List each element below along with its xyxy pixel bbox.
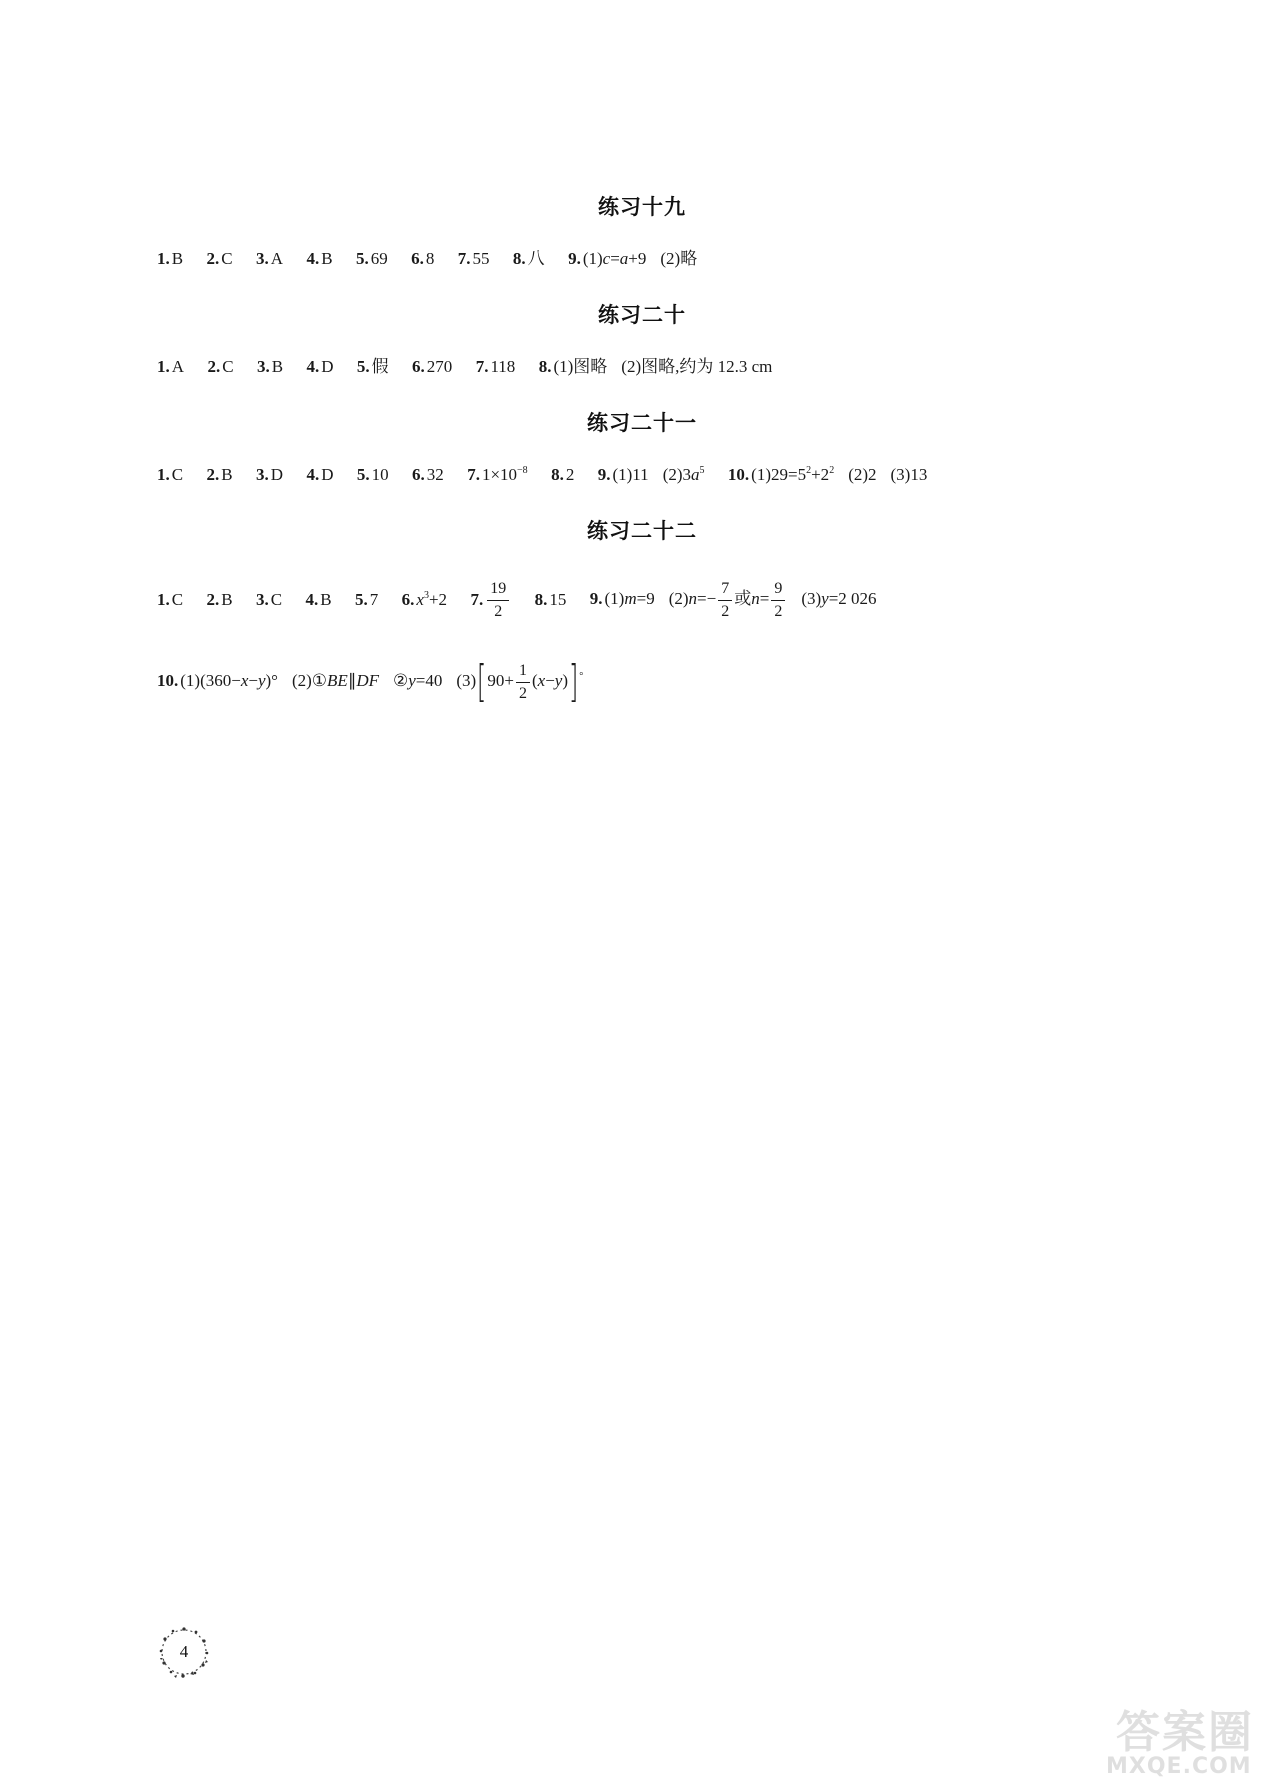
math-text: (2)① xyxy=(291,670,328,690)
answer-item xyxy=(207,591,233,609)
sub-label: (2) xyxy=(668,589,689,608)
math-var: m xyxy=(624,589,637,608)
math-var: a xyxy=(619,249,629,268)
item-number: 1. xyxy=(157,590,170,610)
answer-item xyxy=(568,250,697,268)
fraction xyxy=(718,580,732,620)
answer-line-19 xyxy=(157,250,715,268)
math-var: y xyxy=(554,670,563,690)
item-number: 6. xyxy=(412,465,425,484)
item-number: 2. xyxy=(206,590,220,610)
fraction-numerator: 7 xyxy=(718,580,732,601)
answer-item xyxy=(157,656,584,707)
math-var: a xyxy=(691,465,700,484)
answer-item xyxy=(157,250,183,268)
item-value: B xyxy=(171,249,184,268)
answer-item xyxy=(207,466,233,484)
sub-answer xyxy=(605,589,655,608)
item-number: 8. xyxy=(512,249,526,268)
answer-item xyxy=(590,580,877,620)
answer-line-22 xyxy=(157,580,895,620)
item-value: C xyxy=(270,590,283,610)
sub-answer: (3)13 xyxy=(890,465,928,484)
sub-label: (1) xyxy=(604,589,625,608)
fraction-numerator: 1 xyxy=(516,662,530,683)
fraction-numerator: 19 xyxy=(487,580,509,601)
answer-item xyxy=(357,358,389,376)
answer-item xyxy=(257,358,283,376)
answer-item xyxy=(157,591,183,609)
sub-answer xyxy=(456,656,584,707)
math-exponent: 3 xyxy=(423,590,429,602)
math-var: BE xyxy=(327,670,348,690)
item-number: 8. xyxy=(551,465,564,484)
math-var: n xyxy=(688,589,698,608)
math-text: 1×10 xyxy=(481,465,518,484)
item-value: 15 xyxy=(549,590,567,610)
item-number: 2. xyxy=(207,357,221,376)
math-text: (1)(360− xyxy=(180,670,241,690)
math-op: = xyxy=(759,589,770,608)
item-number: 2. xyxy=(206,249,220,268)
item-number: 8. xyxy=(534,590,548,610)
math-text: (2)3 xyxy=(662,465,692,484)
item-number: 5. xyxy=(355,249,369,268)
watermark-url: MXQE.COM xyxy=(1106,1754,1252,1779)
answer-line-20 xyxy=(157,358,790,376)
item-value: B xyxy=(320,590,332,610)
math-op: = xyxy=(610,249,620,268)
fraction xyxy=(487,580,509,620)
answer-item xyxy=(306,250,332,268)
item-number: 7. xyxy=(470,589,484,609)
item-number: 10. xyxy=(157,670,179,690)
fraction xyxy=(516,662,530,702)
sub-label: (3) xyxy=(801,589,822,608)
sub-answer xyxy=(180,671,278,690)
math-exponent: −8 xyxy=(517,465,528,476)
sub-answer: (2)2 xyxy=(848,465,877,484)
math-text: =2 026 xyxy=(828,589,877,608)
math-var: DF xyxy=(356,670,379,690)
answer-line-21 xyxy=(157,466,945,484)
fraction xyxy=(771,580,785,620)
math-var: x xyxy=(537,670,546,690)
item-number: 3. xyxy=(256,465,269,484)
item-value: C xyxy=(171,465,184,484)
math-text: (1)29=5 xyxy=(751,465,807,484)
math-text: ) xyxy=(562,670,569,690)
math-text: +2 xyxy=(428,590,448,610)
item-number: 1. xyxy=(157,357,170,376)
sub-answer xyxy=(583,249,647,268)
item-number: 2. xyxy=(206,465,220,484)
sub-answer xyxy=(668,580,788,620)
item-value: B xyxy=(221,590,233,610)
watermark xyxy=(1098,1696,1278,1786)
item-number: 6. xyxy=(401,590,415,610)
sub-answer xyxy=(292,671,379,690)
math-var: x xyxy=(416,590,424,610)
item-number: 5. xyxy=(356,465,370,484)
item-value: 2 xyxy=(565,465,575,484)
section-title-19: 练习十九 xyxy=(598,195,686,219)
math-exponent: 2 xyxy=(829,465,835,476)
math-text: )° xyxy=(265,670,278,690)
page-number-badge xyxy=(152,1620,216,1684)
sub-answer xyxy=(751,465,834,484)
fraction-denominator: 2 xyxy=(494,602,503,620)
item-number: 5. xyxy=(356,357,370,376)
item-value xyxy=(482,465,528,484)
page-number: 4 xyxy=(179,1642,189,1661)
sub-label: (3) xyxy=(456,670,477,690)
math-var: y xyxy=(821,589,829,608)
math-var: x xyxy=(240,670,249,690)
item-value: 118 xyxy=(490,357,516,376)
item-value: 10 xyxy=(371,465,389,484)
answer-item xyxy=(467,466,527,484)
item-number: 7. xyxy=(457,249,471,268)
item-number: 4. xyxy=(305,590,319,610)
item-number: 10. xyxy=(727,465,750,484)
item-value: 假 xyxy=(371,357,389,376)
answer-item xyxy=(207,250,233,268)
sub-answer: (2)图略,约为 12.3 cm xyxy=(621,357,773,376)
item-number: 9. xyxy=(568,249,581,268)
math-op: − xyxy=(545,670,555,690)
degree-symbol: ° xyxy=(579,670,584,682)
item-value: 八 xyxy=(527,249,545,268)
answer-item xyxy=(535,591,567,609)
item-value: B xyxy=(271,357,284,376)
math-exponent: 5 xyxy=(699,465,705,476)
math-exponent: 2 xyxy=(806,465,812,476)
answer-item xyxy=(458,250,490,268)
fraction-denominator: 2 xyxy=(518,684,527,702)
answer-item xyxy=(539,358,773,376)
math-text: ② xyxy=(393,670,409,690)
answer-item xyxy=(157,358,184,376)
section-title-20: 练习二十 xyxy=(598,303,686,327)
item-number: 3. xyxy=(256,357,270,376)
item-number: 6. xyxy=(412,357,425,376)
fraction-denominator: 2 xyxy=(721,602,730,620)
sub-answer xyxy=(393,671,442,690)
item-value: C xyxy=(221,249,233,268)
answer-item xyxy=(306,466,333,484)
item-value: D xyxy=(321,357,334,376)
item-value: 32 xyxy=(426,465,444,484)
item-number: 3. xyxy=(256,249,269,268)
item-number: 4. xyxy=(306,249,320,268)
math-var: y xyxy=(408,670,416,690)
answer-item xyxy=(355,591,378,609)
item-value: A xyxy=(171,357,185,376)
answer-item xyxy=(411,250,434,268)
item-number: 7. xyxy=(467,465,480,484)
item-number: 1. xyxy=(157,249,170,268)
item-value: D xyxy=(321,465,334,484)
fraction-numerator: 9 xyxy=(771,580,785,601)
item-value: B xyxy=(321,249,333,268)
section-title-21: 练习二十一 xyxy=(587,411,697,435)
answer-item xyxy=(551,466,574,484)
item-value: C xyxy=(222,357,234,376)
math-text: +9 xyxy=(628,249,647,268)
item-number: 3. xyxy=(256,590,269,610)
math-text: ( xyxy=(531,670,538,690)
item-value: 69 xyxy=(370,249,388,268)
answer-item xyxy=(357,466,389,484)
item-value: D xyxy=(270,465,284,484)
answer-item xyxy=(513,250,545,268)
item-value: A xyxy=(270,249,284,268)
item-number: 9. xyxy=(589,589,603,608)
item-value: 55 xyxy=(472,249,490,268)
watermark-logo-text: 答案圈 xyxy=(1116,1707,1254,1758)
item-value: 270 xyxy=(426,357,453,376)
answer-item xyxy=(256,591,282,609)
answer-item xyxy=(598,466,705,484)
fraction-denominator: 2 xyxy=(774,602,783,620)
item-number: 8. xyxy=(538,357,552,376)
math-text: +2 xyxy=(811,465,830,484)
answer-item xyxy=(356,250,388,268)
math-text: =40 xyxy=(415,670,443,690)
math-op: =− xyxy=(697,589,717,608)
math-text: 90+ xyxy=(487,670,514,690)
item-value: B xyxy=(221,465,233,484)
sub-answer xyxy=(663,465,705,484)
item-value: C xyxy=(171,590,184,610)
item-number: 1. xyxy=(157,465,170,484)
math-text: =9 xyxy=(636,589,655,608)
sub-answer: (1)图略 xyxy=(553,357,608,376)
answer-item xyxy=(256,466,283,484)
answer-item xyxy=(207,358,233,376)
item-number: 9. xyxy=(597,465,611,484)
answer-item xyxy=(306,358,333,376)
answer-item xyxy=(306,591,332,609)
item-number: 4. xyxy=(306,465,320,484)
math-text: 或 xyxy=(734,589,752,608)
parallel-symbol: ∥ xyxy=(347,670,357,690)
section-title-22: 练习二十二 xyxy=(587,519,697,543)
math-var: y xyxy=(257,670,266,690)
item-number: 5. xyxy=(355,590,368,610)
item-value xyxy=(416,590,447,609)
answer-item xyxy=(157,466,183,484)
answer-item xyxy=(476,358,516,376)
answer-item xyxy=(402,591,447,609)
sub-answer xyxy=(801,589,876,608)
math-var: c xyxy=(602,249,611,268)
sub-answer: (1)11 xyxy=(612,465,649,484)
answer-item xyxy=(470,580,511,620)
answer-item xyxy=(256,250,283,268)
item-value: 8 xyxy=(425,249,435,268)
sub-answer: (2)略 xyxy=(660,249,698,268)
item-number: 7. xyxy=(475,357,489,376)
sub-label: (1) xyxy=(582,249,603,268)
answer-line-22-q10 xyxy=(157,656,601,707)
answer-item xyxy=(412,358,452,376)
right-bracket: ] xyxy=(568,656,579,707)
left-bracket: [ xyxy=(477,656,487,707)
answer-item xyxy=(728,466,927,484)
math-var: n xyxy=(751,589,760,608)
item-number: 4. xyxy=(306,357,320,376)
math-op: − xyxy=(248,670,258,690)
item-number: 6. xyxy=(411,249,424,268)
answer-item xyxy=(412,466,444,484)
item-value: 7 xyxy=(369,590,379,610)
